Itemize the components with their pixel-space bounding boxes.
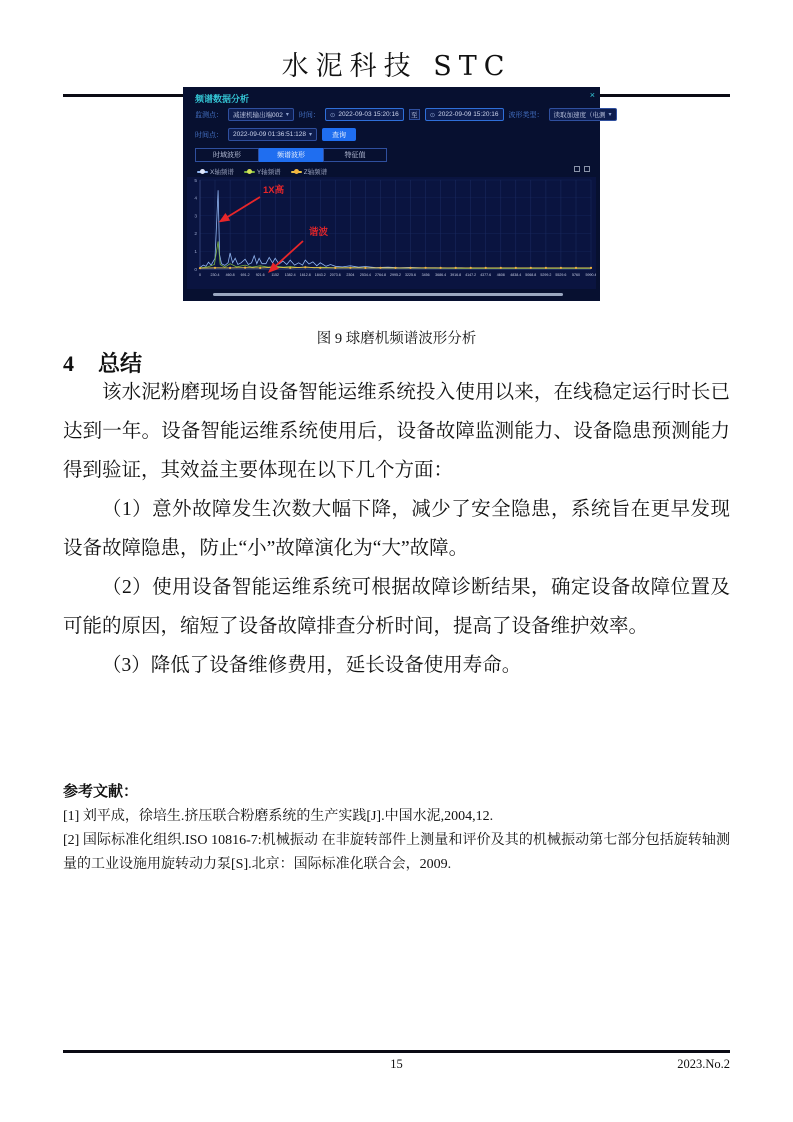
tab-spectrum[interactable]: 频谱波形 <box>259 148 323 162</box>
filter-row-2 <box>195 128 356 141</box>
time-point-select[interactable] <box>228 128 317 141</box>
svg-text:3686.4: 3686.4 <box>435 273 447 277</box>
filter-row-1 <box>195 108 617 121</box>
clock-icon: ⊙ <box>329 111 336 119</box>
svg-text:3225.6: 3225.6 <box>405 273 416 277</box>
svg-text:2304: 2304 <box>346 273 355 277</box>
svg-text:3456: 3456 <box>421 273 430 277</box>
paragraph: 该水泥粉磨现场自设备智能运维系统投入使用以来，在线稳定运行时长已达到一年。设备智能运维系统使用后，设备故障监测能力、设备隐患预测能力得到验证，其效益主要体现在以下几个方面： <box>63 382 730 481</box>
chart-horizontal-scrollbar[interactable] <box>213 293 563 296</box>
save-image-icon[interactable] <box>574 166 580 172</box>
svg-text:460.8: 460.8 <box>225 273 235 277</box>
monitor-point-select[interactable] <box>228 108 294 121</box>
svg-text:3916.8: 3916.8 <box>450 273 462 277</box>
svg-text:1: 1 <box>194 250 197 255</box>
spectrum-chart-svg <box>187 177 596 289</box>
svg-text:4608: 4608 <box>496 273 505 277</box>
time-end-input[interactable] <box>425 108 504 121</box>
section-title: 总结 <box>98 351 143 376</box>
time-point-value: 2022-09-09 01:36:51:128 <box>233 131 307 138</box>
svg-text:2: 2 <box>194 232 197 238</box>
time-point-label: 时间点： <box>195 131 223 139</box>
svg-text:921.6: 921.6 <box>255 273 265 277</box>
dialog-title: 频谱数据分析 <box>195 94 250 104</box>
svg-text:4377.6: 4377.6 <box>480 273 492 277</box>
svg-text:5990.4: 5990.4 <box>585 273 596 277</box>
svg-text:谐波: 谐波 <box>309 227 329 238</box>
svg-text:5760: 5760 <box>572 273 580 277</box>
svg-text:2764.8: 2764.8 <box>375 273 386 277</box>
body-text <box>63 373 730 685</box>
svg-text:1152: 1152 <box>271 273 280 277</box>
section-number: 4 <box>63 351 74 376</box>
svg-text:1X高: 1X高 <box>263 185 285 196</box>
figure-caption: 图 9 球磨机频谱波形分析 <box>316 331 477 347</box>
svg-text:2073.6: 2073.6 <box>329 273 341 277</box>
svg-text:1612.8: 1612.8 <box>299 273 311 277</box>
references <box>63 780 730 877</box>
legend-label: Y轴频谱 <box>256 169 281 176</box>
svg-text:0: 0 <box>194 267 197 273</box>
svg-text:4838.4: 4838.4 <box>510 273 522 277</box>
legend-marker-y <box>244 171 255 173</box>
svg-text:1382.4: 1382.4 <box>284 273 296 277</box>
legend-label: X轴频谱 <box>210 169 234 176</box>
query-button[interactable]: 查询 <box>322 128 356 141</box>
svg-text:5299.2: 5299.2 <box>540 273 552 277</box>
chevron-down-icon: ▾ <box>608 112 612 118</box>
svg-text:1843.2: 1843.2 <box>314 273 326 277</box>
paragraph: （3）降低了设备维修费用，延长设备使用寿命。 <box>102 655 522 676</box>
svg-text:3: 3 <box>194 214 197 220</box>
svg-text:5068.8: 5068.8 <box>525 273 537 277</box>
time-label: 时间： <box>298 111 320 119</box>
issue-number: 2023.No.2 <box>677 1057 730 1071</box>
svg-text:4147.2: 4147.2 <box>465 273 477 277</box>
legend-item[interactable] <box>244 167 281 176</box>
footer-rule <box>63 1050 730 1053</box>
chart-toolbox <box>574 166 590 172</box>
wave-type-label: 波形类型： <box>508 111 544 119</box>
svg-text:4: 4 <box>194 196 197 202</box>
page-number: 15 <box>390 1057 403 1071</box>
time-start-value: 2022-09-03 15:20:16 <box>338 111 399 118</box>
time-end-value: 2022-09-09 15:20:16 <box>438 111 499 118</box>
clock-icon: ⊙ <box>429 111 436 119</box>
waveform-tabs <box>195 148 387 162</box>
close-icon[interactable]: × <box>589 90 595 100</box>
tab-feature-value[interactable]: 特征值 <box>323 148 387 162</box>
svg-text:0: 0 <box>199 273 201 277</box>
legend-item[interactable] <box>291 167 327 176</box>
svg-text:5: 5 <box>194 178 197 184</box>
restore-view-icon[interactable] <box>584 166 590 172</box>
svg-text:2534.4: 2534.4 <box>359 273 371 277</box>
svg-text:5529.6: 5529.6 <box>555 273 567 277</box>
wave-type-select[interactable] <box>549 108 617 121</box>
time-start-input[interactable] <box>325 108 404 121</box>
monitor-point-value: 减速机输出端002 <box>233 112 283 119</box>
time-separator: 至 <box>409 109 420 120</box>
reference-item: [1] 刘平成，徐培生.挤压联合粉磨系统的生产实践[J].中国水泥,2004,12. <box>63 809 494 824</box>
paragraph: （2）使用设备智能运维系统可根据故障诊断结果，确定设备故障位置及可能的原因，缩短了设备故障排查分析时间，提高了设备维护效率。 <box>63 577 730 637</box>
chevron-down-icon: ▾ <box>285 112 289 118</box>
legend-marker-z <box>291 171 302 173</box>
legend-marker-x <box>197 171 208 173</box>
legend-label: Z轴频谱 <box>303 169 328 176</box>
spectrum-analysis-dialog <box>183 87 612 301</box>
svg-text:2995.2: 2995.2 <box>390 273 401 277</box>
tab-time-domain[interactable]: 时域波形 <box>195 148 259 162</box>
chevron-down-icon: ▾ <box>309 132 313 138</box>
references-heading: 参考文献： <box>63 784 139 800</box>
journal-title: 水泥科技 STC <box>281 51 512 82</box>
legend-item[interactable] <box>197 167 234 176</box>
paragraph: （1）意外故障发生次数大幅下降，减少了安全隐患，系统旨在更早发现设备故障隐患，防止“小”故障演化为“大”故障。 <box>63 499 730 559</box>
monitor-point-label: 监测点： <box>195 111 223 119</box>
reference-item: [2] 国际标准化组织.ISO 10816-7:机械振动 在非旋转部件上测量和评价及其的机械振动第七部分包括旋转轴测量的工业设施用旋转动力泵[S].北京：国际标准化联合会，2009. <box>63 833 730 872</box>
spectrum-chart <box>187 177 596 289</box>
chart-legend <box>197 167 327 176</box>
svg-text:230.4: 230.4 <box>210 273 220 277</box>
wave-type-value: 读取加速度（电测 <box>553 112 606 119</box>
svg-text:691.2: 691.2 <box>240 273 250 277</box>
